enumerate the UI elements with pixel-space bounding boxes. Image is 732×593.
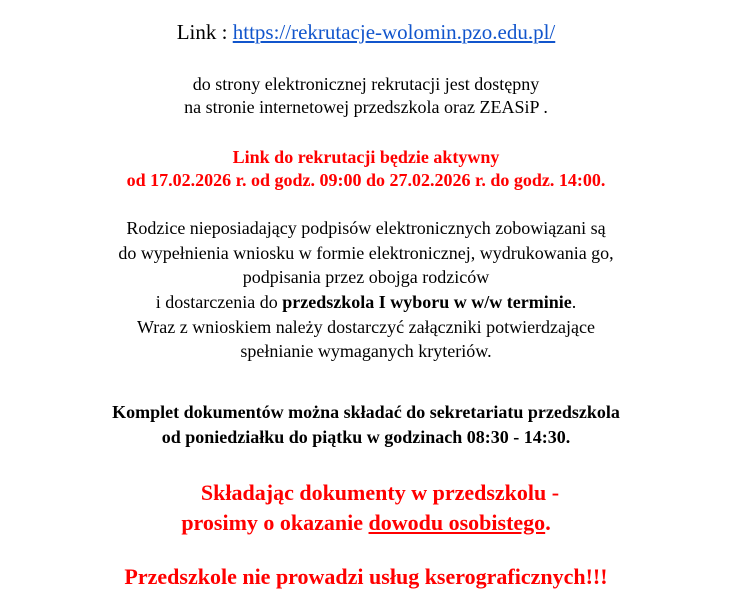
documents-notice-line-1: Komplet dokumentów można składać do sekretariatu przedszkola	[112, 402, 620, 422]
id-notice-line-2-suffix: .	[545, 510, 551, 535]
parents-notice-line-2: do wypełnienia wniosku w formie elektronicznej, wydrukowania go,	[118, 243, 614, 263]
parents-notice-line-3: podpisania przez obojga rodziców	[242, 267, 490, 287]
parents-notice-line-6: spełnianie wymaganych kryteriów.	[240, 341, 492, 361]
intro-line-1: do strony elektronicznej rekrutacji jest dostępny	[192, 74, 540, 94]
active-notice-line-2: od 17.02.2026 r. od godz. 09:00 do 27.02.2026 r. do godz. 14:00.	[126, 170, 606, 190]
first-choice-preschool-deadline: przedszkola I wyboru w w/w terminie	[282, 292, 572, 312]
id-document-emphasis: dowodu osobistego	[368, 510, 546, 535]
parents-notice-line-4-suffix: .	[571, 292, 577, 312]
parents-notice-line-4-prefix: i dostarczenia do	[155, 292, 283, 312]
recruitment-link[interactable]: https://rekrutacje-wolomin.pzo.edu.pl/	[232, 20, 556, 44]
id-notice-line-2-prefix: prosimy o okazanie	[181, 510, 369, 535]
intro-line-2: na stronie internetowej przedszkola oraz ZEASiP .	[184, 97, 548, 117]
id-notice-line-2	[14, 512, 718, 534]
link-line	[0, 22, 732, 43]
documents-notice-line-2: od poniedziałku do piątku w godzinach 08:30 - 14:30.	[161, 427, 571, 447]
parents-notice-line-1: Rodzice nieposiadający podpisów elektronicznych zobowiązani są	[126, 218, 606, 238]
no-copy-service-notice: Przedszkole nie prowadzi usług kserograficznych!!!	[124, 564, 608, 589]
id-notice-line-1: Składając dokumenty w przedszkolu -	[200, 480, 560, 505]
parents-notice-line-5: Wraz z wnioskiem należy dostarczyć załączniki potwierdzające	[136, 317, 596, 337]
active-notice-line-1: Link do rekrutacji będzie aktywny	[232, 147, 500, 167]
link-prefix: Link :	[176, 20, 233, 44]
parents-notice-line-4	[0, 293, 732, 311]
